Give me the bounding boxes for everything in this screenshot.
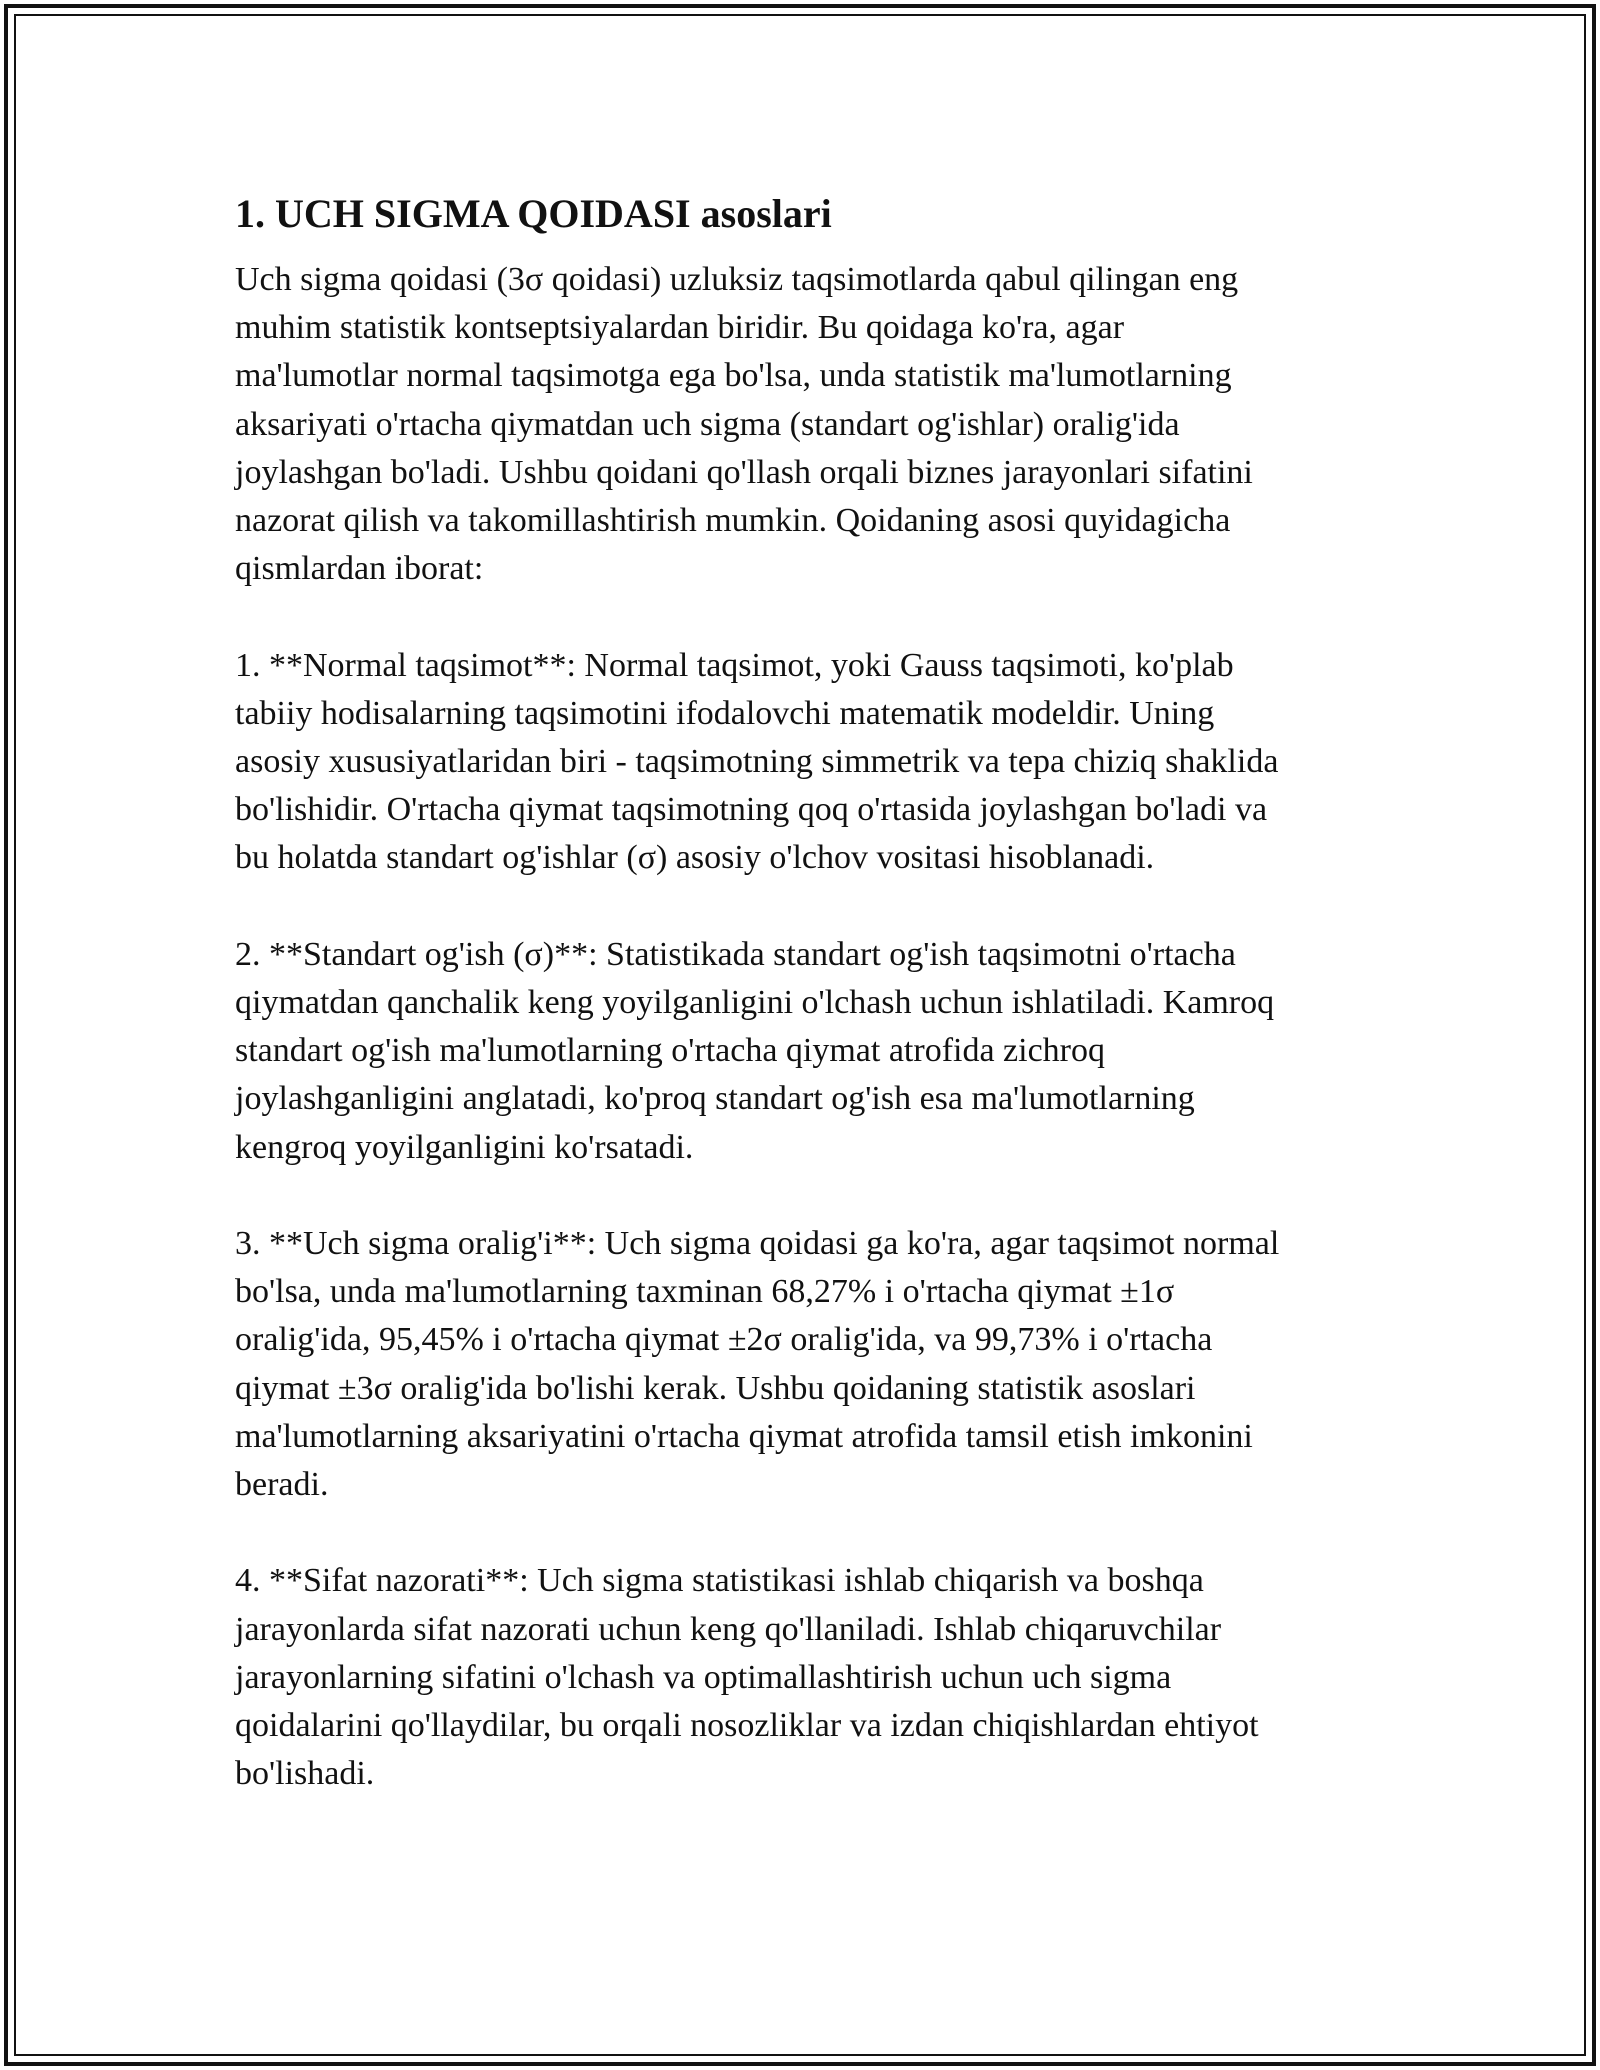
paragraph-gap (235, 883, 1375, 931)
point-standard-deviation: 2. **Standart og'ish (σ)**: Statistikada standart og'ish taqsimotni o'rtacha qiymatdan qanchalik keng yoyilganligini o'lchash uchun ishlatiladi. Kamroq standart og'ish ma'lumotlarning o'rtacha qiymat atrofida zichroq joylashganligini anglatadi, ko'proq standart og'ish esa ma'lumotlarning kengroq yoyilganligini ko'rsatadi. (235, 935, 1275, 1166)
point-normal-distribution: 1. **Normal taqsimot**: Normal taqsimot, yoki Gauss taqsimoti, ko'plab tabiiy hodisalarning taqsimotini ifodalovchi matematik modeldir. Uning asosiy xususiyatlaridan biri - taqsimotning simmetrik va tepa chiziq shaklida bo'lishidir. O'rtacha qiymat taqsimotning qoq o'rtasida joylashgan bo'ladi va bu holatda standart og'ishlar (σ) asosiy o'lchov vositasi hisoblanadi. (235, 646, 1279, 877)
paragraph-gap (235, 593, 1375, 641)
paragraph-gap (235, 1172, 1375, 1220)
paragraph-gap (235, 1509, 1375, 1557)
point-three-sigma-range: 3. **Uch sigma oralig'i**: Uch sigma qoidasi ga ko'ra, agar taqsimot normal bo'lsa, unda ma'lumotlarning taxminan 68,27% i o'rtacha qiymat ±1σ oralig'ida, 95,45% i o'rtacha qiymat ±2σ oralig'ida, va 99,73% i o'rtacha qiymat ±3σ oralig'ida bo'lishi kerak. Ushbu qoidaning statistik asoslari ma'lumotlarning aksariyatini o'rtacha qiymat atrofida tamsil etish imkonini beradi. (235, 1225, 1280, 1504)
intro-paragraph: Uch sigma qoidasi (3σ qoidasi) uzluksiz taqsimotlarda qabul qilingan eng muhim statistik kontseptsiyalardan biridir. Bu qoidaga ko'ra, agar ma'lumotlar normal taqsimotga ega bo'lsa, unda statistik ma'lumotlarning aksariyati o'rtacha qiymatdan uch sigma (standart og'ishlar) oralig'ida joylashgan bo'ladi. Ushbu qoidani qo'llash orqali biznes jarayonlari sifatini nazorat qilish va takomillashtirish mumkin. Qoidaning asosi quyidagicha qismlardan iborat: (235, 261, 1253, 588)
document-body (235, 188, 1375, 1798)
section-heading: 1. UCH SIGMA QOIDASI asoslari (235, 191, 832, 236)
point-quality-control: 4. **Sifat nazorati**: Uch sigma statistikasi ishlab chiqarish va boshqa jarayonlarda sifat nazorati uchun keng qo'llaniladi. Ishlab chiqaruvchilar jarayonlarning sifatini o'lchash va optimallashtirish uchun uch sigma qoidalarini qo'llaydilar, bu orqali nosozliklar va izdan chiqishlardan ehtiyot bo'lishadi. (235, 1562, 1259, 1793)
